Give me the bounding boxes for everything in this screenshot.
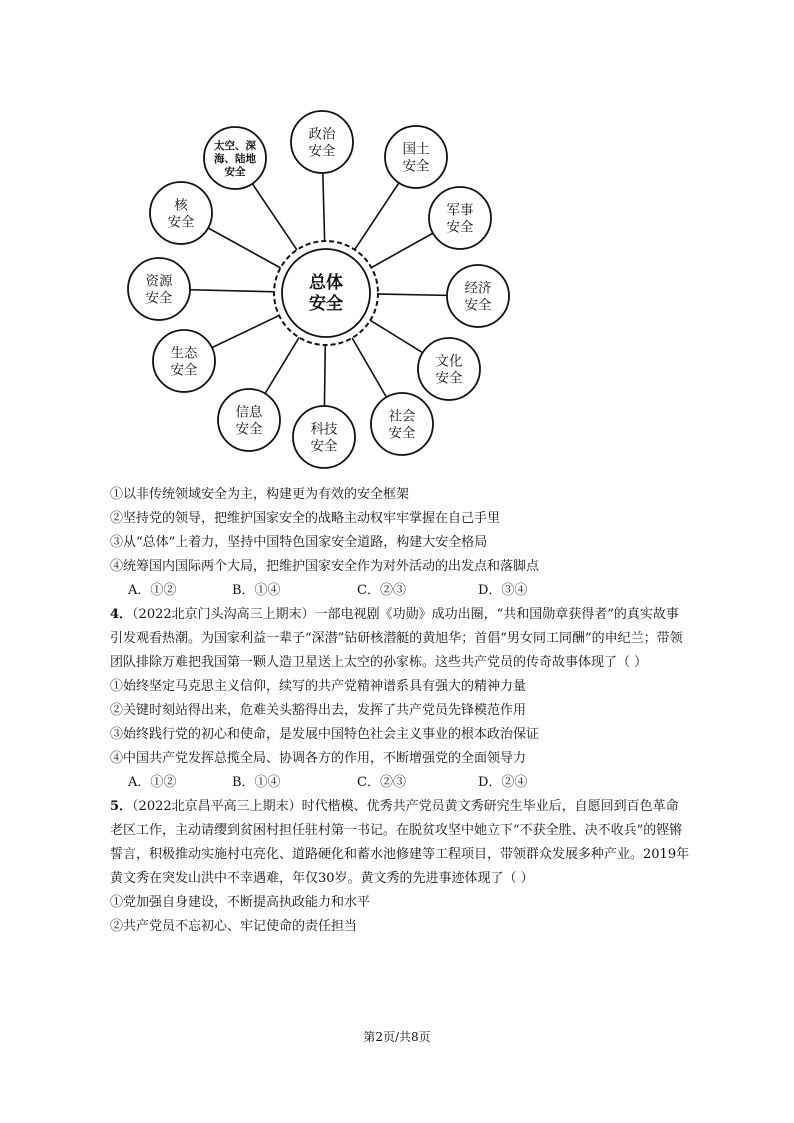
q4-statement-4: ④中国共产党发挥总揽全局、协调各方的作用，不断增强党的全面领导力 [110,751,527,766]
total-security-diagram [0,0,794,480]
node-technology-label: 科技 [310,421,338,438]
center-node-label-2: 安全 [309,294,343,314]
node-territorial-label: 国土 [402,141,430,158]
q3-statement-2: ②坚持党的领导，把维护国家安全的战略主动权牢牢掌握在自己手里 [110,511,501,526]
node-space-label: 安全 [224,165,246,178]
node-political-label: 安全 [308,143,336,160]
q3-option-b[interactable]: B．①④ [232,583,281,598]
node-space [204,127,266,189]
q5-statement-2: ②共产党员不忘初心、牢记使命的责任担当 [110,919,358,934]
q4-statement-1: ①始终坚定马克思主义信仰，续写的共产党精神谱系具有强大的精神力量 [110,679,527,694]
q4-option-c[interactable]: C．②③ [357,775,406,790]
q3-option-c[interactable]: C．②③ [357,583,406,598]
q4-option-b[interactable]: B．①④ [232,775,281,790]
q5-statement-1: ①党加强自身建设，不断提高执政能力和水平 [110,895,371,910]
node-territorial [385,126,447,188]
node-social-label: 社会 [388,408,416,425]
node-cultural-label: 文化 [435,353,463,370]
q4-option-d[interactable]: D．②④ [478,775,528,790]
q4-statement-2: ②关键时刻站得出来，危难关头豁得出去，发挥了共产党员先锋模范作用 [110,703,527,718]
q5-number: 5． [110,799,133,814]
node-space-label: 太空、深 [214,139,256,152]
q4-question [110,603,690,675]
center-node-label-1: 总体 [309,273,343,293]
q4-number: 4． [110,607,133,622]
node-information [218,389,280,451]
node-cultural [418,338,480,400]
node-technology [293,406,355,468]
node-nuclear [150,182,212,244]
node-military-label: 军事 [446,202,474,219]
node-ecological-label: 安全 [170,362,198,379]
node-social [371,393,433,455]
q5-stem: 时代楷模、优秀共产党员黄文秀研究生毕业后，自愿回到百色革命老区工作，主动请缨到贫困村担任驻村第一书记。在脱贫攻坚中她立下“不获全胜、决不收兵”的铿锵誓言，积极推动实施村屯亮化、道路硬化和蓄水池修建等工程项目，带领群众发展多种产业。2019年黄文秀在突发山洪中不幸遇难，年仅30岁。黄文秀的先进事迹体现了（ ） [110,799,690,886]
q4-stem: 一部电视剧《功勋》成功出圈，“共和国勋章获得者”的真实故事引发观看热潮。为国家利益一辈子“深潜”钻研核潜艇的黄旭华；首倡“男女同工同酬”的申纪兰；带领团队排除万难把我国第一颗人造卫星送上太空的孙家栋。这些共产党员的传奇故事体现了（ ） [110,607,683,670]
node-economic [447,265,509,327]
node-military-label: 安全 [446,219,474,236]
node-military [429,187,491,249]
node-social-label: 安全 [388,425,416,442]
node-space-label: 海、陆地 [214,152,256,165]
node-information-label: 安全 [235,421,263,438]
node-ecological [153,330,215,392]
q3-option-d[interactable]: D．③④ [478,583,528,598]
node-economic-label: 经济 [464,280,492,297]
node-political [291,111,353,173]
node-political-label: 政治 [308,126,336,143]
node-ecological-label: 生态 [170,345,198,362]
q5-question [110,795,690,891]
q3-statement-4: ④统筹国内国际两个大局，把维护国家安全作为对外活动的出发点和落脚点 [110,559,540,574]
node-resource-label: 资源 [145,273,173,290]
node-resource-label: 安全 [145,290,173,307]
q3-statement-1: ①以非传统领域安全为主，构建更为有效的安全框架 [110,487,410,502]
node-nuclear-label: 核 [174,197,188,214]
q5-source: （2022北京昌平高三上期末） [132,799,302,814]
node-information-label: 信息 [235,404,263,421]
q3-option-a[interactable]: A．①② [128,583,177,598]
node-cultural-label: 安全 [435,370,463,387]
page-footer: 第2页/共8页 [363,1030,431,1044]
q4-option-a[interactable]: A．①② [128,775,177,790]
center-node [282,249,370,337]
node-resource [128,258,190,320]
node-economic-label: 安全 [464,297,492,314]
node-technology-label: 安全 [310,438,338,455]
q4-source: （2022北京门头沟高三上期末） [132,607,315,622]
q4-statement-3: ③始终践行党的初心和使命，是发展中国特色社会主义事业的根本政治保证 [110,727,540,742]
node-territorial-label: 安全 [402,158,430,175]
q3-statement-3: ③从“总体”上着力，坚持中国特色国家安全道路，构建大安全格局 [110,535,488,550]
node-nuclear-label: 安全 [167,214,195,231]
